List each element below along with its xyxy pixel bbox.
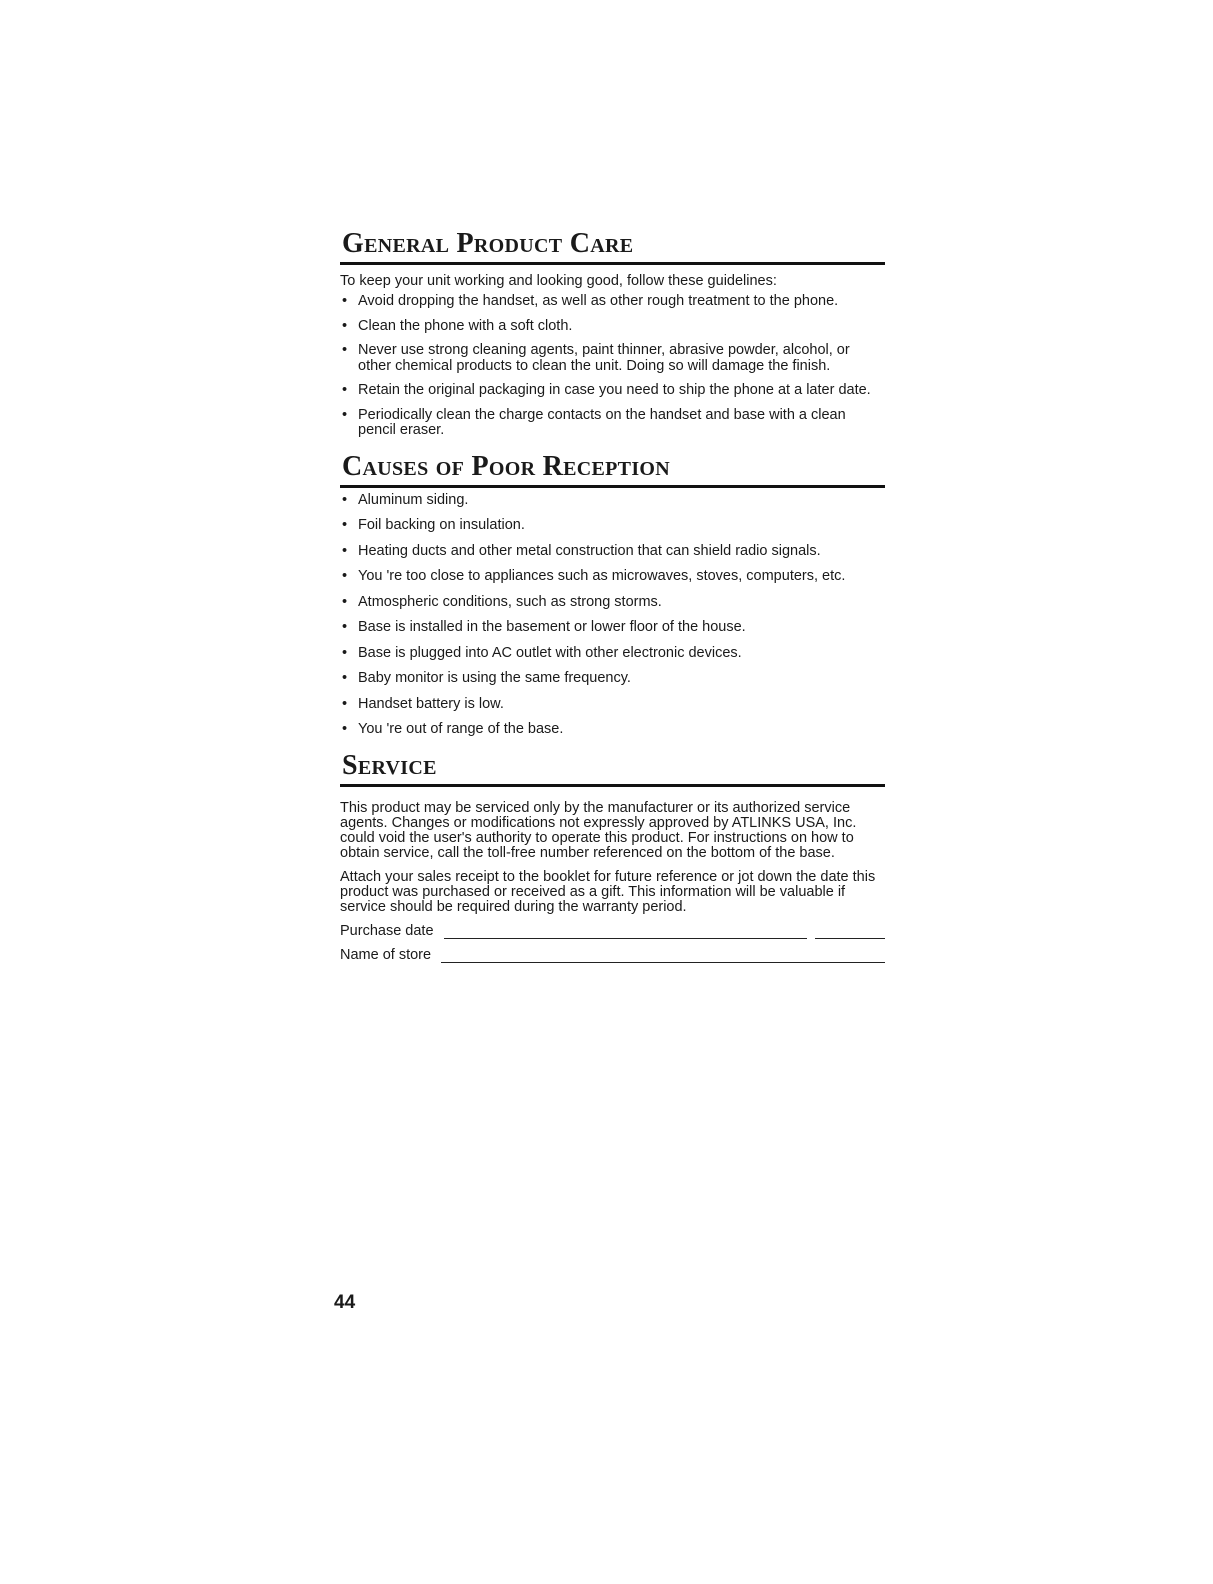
store-name-line [441,948,885,963]
list-item-text: You 're out of range of the base. [358,721,564,737]
list-item [340,646,885,662]
store-name-label: Name of store [340,946,432,963]
list-item-text: Avoid dropping the handset, as well as other rough treatment to the phone. [358,293,839,309]
bullet-icon: • [342,670,348,686]
purchase-date-row [340,923,885,939]
service-paragraph: This product may be serviced only by the manufacturer or its authorized service agents. Changes or modifications not expressly approved by ATLINKS USA, Inc. could void the user's authority to operate this product. For instructions on how to obtain service, call the toll-free number referenced on the bottom of the base. [340,799,857,861]
section-heading-causes-of-poor-reception: Causes of Poor Reception [340,451,885,488]
manual-page-content [340,228,885,963]
list-item-text: Baby monitor is using the same frequency. [358,670,631,686]
bullet-icon: • [342,568,348,584]
section-heading-service: Service [340,750,885,787]
list-item [340,493,885,509]
list-item-text: Retain the original packaging in case you need to ship the phone at a later date. [358,382,871,398]
list-item [340,383,885,399]
list-item-text: Base is plugged into AC outlet with other electronic devices. [358,644,742,661]
bullet-icon: • [342,644,348,661]
general-care-list [340,294,885,439]
bullet-icon: • [342,542,348,559]
bullet-icon: • [342,491,348,508]
bullet-icon: • [342,619,348,635]
section-heading-general-product-care: General Product Care [340,228,885,265]
bullet-icon: • [342,593,348,610]
purchase-date-label: Purchase date [340,922,434,939]
list-item-text: Aluminum siding. [358,491,469,508]
bullet-icon: • [342,517,348,533]
bullet-icon: • [342,317,348,334]
list-item [340,722,885,738]
list-item [340,544,885,560]
list-item [340,408,885,439]
list-item [340,697,885,713]
bullet-icon: • [342,342,348,358]
purchase-date-line-extra [815,924,885,939]
bullet-icon: • [342,293,348,309]
list-item [340,620,885,636]
list-item [340,595,885,611]
receipt-paragraph: Attach your sales receipt to the booklet for future reference or jot down the date this product was purchased or received as a gift. This information will be valuable if service should be required during the warranty period. [340,868,876,915]
list-item-text: You 're too close to appliances such as microwaves, stoves, computers, etc. [358,568,846,584]
list-item [340,294,885,310]
general-care-intro: To keep your unit working and looking good, follow these guidelines: [340,273,777,289]
poor-reception-list [340,493,885,738]
list-item-text: Base is installed in the basement or lower floor of the house. [358,619,746,635]
page-number: 44 [334,1292,356,1313]
bullet-icon: • [342,721,348,737]
list-item [340,569,885,585]
list-item-text: Clean the phone with a soft cloth. [358,317,573,334]
bullet-icon: • [342,695,348,712]
list-item-text: Atmospheric conditions, such as strong storms. [358,593,662,610]
list-item [340,319,885,335]
store-name-row [340,947,885,963]
list-item [340,343,885,374]
list-item-text: Periodically clean the charge contacts on the handset and base with a clean pencil eraser. [358,406,846,438]
purchase-date-line [444,924,807,939]
list-item-text: Handset battery is low. [358,695,504,712]
list-item [340,518,885,534]
list-item-text: Foil backing on insulation. [358,517,525,533]
list-item-text: Heating ducts and other metal construction that can shield radio signals. [358,542,821,559]
list-item-text: Never use strong cleaning agents, paint thinner, abrasive powder, alcohol, or other chemical products to clean the unit. Doing so will damage the finish. [358,342,850,374]
bullet-icon: • [342,406,348,423]
list-item [340,671,885,687]
bullet-icon: • [342,382,348,398]
